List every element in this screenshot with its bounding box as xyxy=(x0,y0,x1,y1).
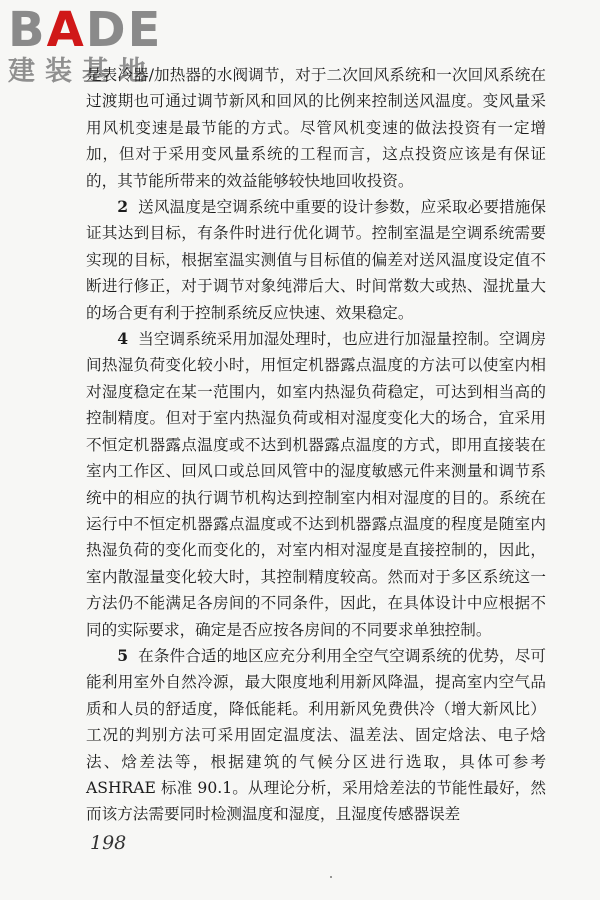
paragraph-text: 在条件合适的地区应充分利用全空气空调系统的优势，尽可能利用室外自然冷源，最大限度地利用新风降温，提高室内空气品质和人员的舒适度，降低能耗。利用新风免费供冷（增大新风比）工况的判别方法可采用固定温度法、温差法、固定焓法、电子焓法、焓差法等，根据建筑的气候分区进行选取，具体可参考 ASHRAE 标准 90.1。从理论分析，采用焓差法的节能性最好，然而该方法需要同时检测温度和湿度，且湿度传感器误差 xyxy=(86,646,546,824)
paragraph-text: 送风温度是空调系统中重要的设计参数，应采取必要措施保证其达到目标，有条件时进行优化调节。控制室温是空调系统需要实现的目标，根据室温实测值与目标值的偏差对送风温度设定值不断进行修正，对于调节对象纯滞后大、时间常数大或热、湿扰量大的场合更有利于控制系统反应快速、效果稳定。 xyxy=(86,198,546,322)
logo-wordmark xyxy=(8,2,208,58)
item-number: 4 xyxy=(117,329,129,349)
page-number: 198 xyxy=(90,832,127,854)
logo-subtitle: 建装基地 xyxy=(8,56,156,87)
item-number: 5 xyxy=(117,645,129,665)
paragraph-item-2 xyxy=(86,194,546,326)
logo-letters-suffix: DE xyxy=(85,2,163,58)
item-number: 2 xyxy=(117,197,129,217)
logo-letters-prefix: B xyxy=(8,2,47,58)
scan-speck xyxy=(330,876,332,878)
document-body xyxy=(86,62,546,828)
paragraph-text: 当空调系统采用加湿处理时，也应进行加湿量控制。空调房间热湿负荷变化较小时，用恒定机器露点温度的方法可以使室内相对湿度稳定在某一范围内，如室内热湿负荷稳定，可达到相当高的控制精度。但对于室内热湿负荷或相对湿度变化大的场合，宜采用不恒定机器露点温度或不达到机器露点温度的方式，即用直接装在室内工作区、回风口或总回风管中的湿度敏感元件来测量和调节系统中的相应的执行调节机构达到控制室内相对湿度的目的。系统在运行中不恒定机器露点温度或不达到机器露点温度的程度是随室内热湿负荷的变化而变化的，对室内相对湿度是直接控制的，因此，室内散湿量变化较大时，其控制精度较高。然而对于多区系统这一方法仍不能满足各房间的不同条件，因此，在具体设计中应根据不同的实际要求，确定是否应按各房间的不同要求单独控制。 xyxy=(86,330,546,639)
logo-letter-accent: A xyxy=(46,2,86,58)
paragraph-item-4 xyxy=(86,326,546,643)
paragraph-text: 是表冷器/加热器的水阀调节，对于二次回风系统和一次回风系统在过渡期也可通过调节新风和回风的比例来控制送风温度。变风量采用风机变速是最节能的方式。尽管风机变速的做法投资有一定增加，但对于采用变风量系统的工程而言，这点投资应该是有保证的，其节能所带来的效益能够较快地回收投资。 xyxy=(86,66,546,190)
paragraph-item-5 xyxy=(86,643,546,828)
paragraph-continued xyxy=(86,62,546,194)
